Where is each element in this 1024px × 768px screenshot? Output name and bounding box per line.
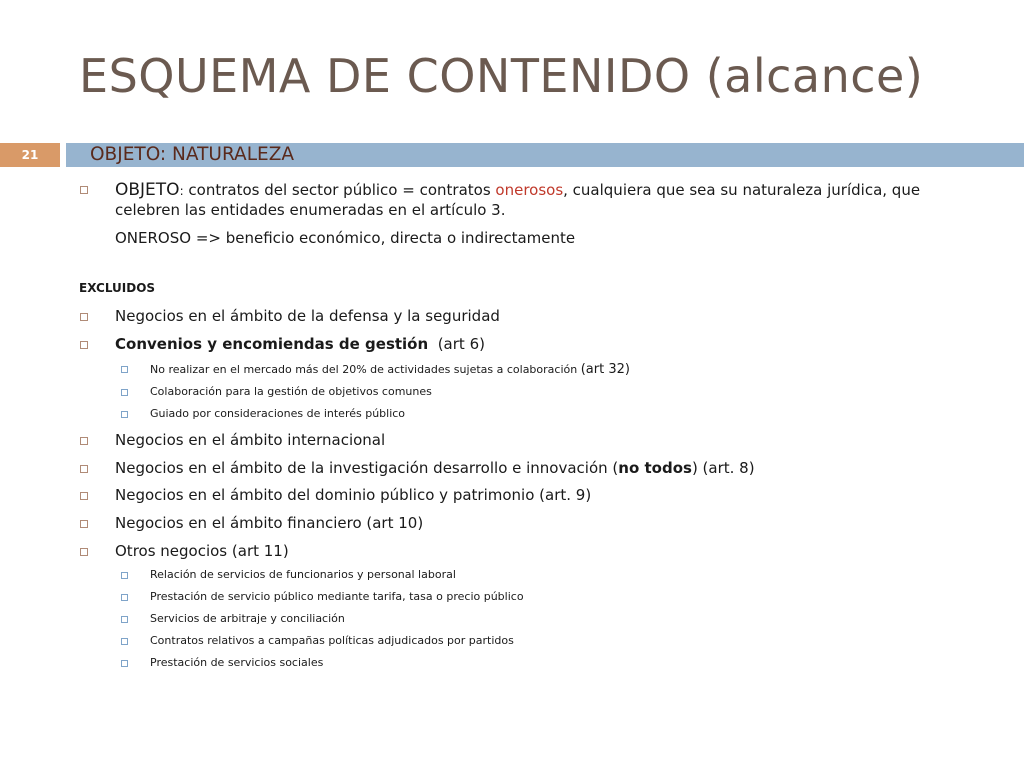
objeto-text-after: , cualquiera que sea su naturaleza jurídica, que (563, 181, 921, 199)
square-bullet-icon (80, 548, 88, 556)
otros-sub-item-2: Prestación de servicio público mediante tarifa, tasa o precio público (150, 590, 524, 603)
excluidos-heading: EXCLUIDOS (79, 281, 156, 295)
objeto-label: OBJETO (115, 180, 180, 200)
small-square-bullet-icon (121, 389, 128, 396)
otros-sub-item-1: Relación de servicios de funcionarios y personal laboral (150, 568, 456, 581)
objeto-line-2: celebren las entidades enumeradas en el artículo 3. (115, 201, 506, 219)
investigacion-text-a: Negocios en el ámbito de la investigación desarrollo e innovación ( (115, 459, 619, 477)
objeto-colon: : (179, 184, 184, 198)
square-bullet-icon (80, 465, 88, 473)
investigacion-text-b: ) (art. 8) (691, 459, 755, 477)
item-convenios (115, 335, 485, 353)
square-bullet-icon (80, 341, 88, 349)
investigacion-bold: no todos (618, 459, 692, 477)
item-defensa: Negocios en el ámbito de la defensa y la seguridad (115, 307, 500, 325)
convenios-sub-item-1 (150, 362, 630, 377)
objeto-highlight-onerosos: onerosos (495, 181, 564, 199)
section-header-bar (66, 143, 1024, 167)
square-bullet-icon (80, 520, 88, 528)
small-square-bullet-icon (121, 366, 128, 373)
slide-title: ESQUEMA DE CONTENIDO (alcance) (79, 49, 924, 103)
convenios-sub1-text: No realizar en el mercado más del 20% de actividades sujetas a colaboración (150, 363, 581, 376)
item-financiero: Negocios en el ámbito financiero (art 10) (115, 514, 424, 532)
small-square-bullet-icon (121, 594, 128, 601)
slide-number-badge: 21 (0, 143, 60, 167)
item-dominio: Negocios en el ámbito del dominio público y patrimonio (art. 9) (115, 486, 592, 504)
item-otros: Otros negocios (art 11) (115, 542, 289, 560)
item-investigacion (115, 459, 755, 477)
convenios-sub-item-2: Colaboración para la gestión de objetivos comunes (150, 385, 432, 398)
small-square-bullet-icon (121, 638, 128, 645)
small-square-bullet-icon (121, 572, 128, 579)
objeto-line-1 (115, 180, 920, 200)
otros-sub-item-4: Contratos relativos a campañas políticas adjudicados por partidos (150, 634, 514, 647)
objeto-text-before: contratos del sector público = contratos (183, 181, 496, 199)
item-internacional: Negocios en el ámbito internacional (115, 431, 386, 449)
otros-sub-item-5: Prestación de servicios sociales (150, 656, 324, 669)
convenios-bold: Convenios y encomiendas de gestión (115, 335, 429, 353)
small-square-bullet-icon (121, 660, 128, 667)
objeto-line-3: ONEROSO => beneficio económico, directa o indirectamente (115, 229, 576, 247)
otros-sub-item-3: Servicios de arbitraje y conciliación (150, 612, 345, 625)
small-square-bullet-icon (121, 616, 128, 623)
square-bullet-icon (80, 186, 88, 194)
small-square-bullet-icon (121, 411, 128, 418)
square-bullet-icon (80, 313, 88, 321)
convenios-sub1-ref: (art 32) (580, 362, 630, 377)
convenios-sub-item-3: Guiado por consideraciones de interés público (150, 407, 406, 420)
convenios-ref: (art 6) (428, 335, 485, 353)
square-bullet-icon (80, 492, 88, 500)
section-title: OBJETO: NATURALEZA (90, 144, 295, 165)
square-bullet-icon (80, 437, 88, 445)
